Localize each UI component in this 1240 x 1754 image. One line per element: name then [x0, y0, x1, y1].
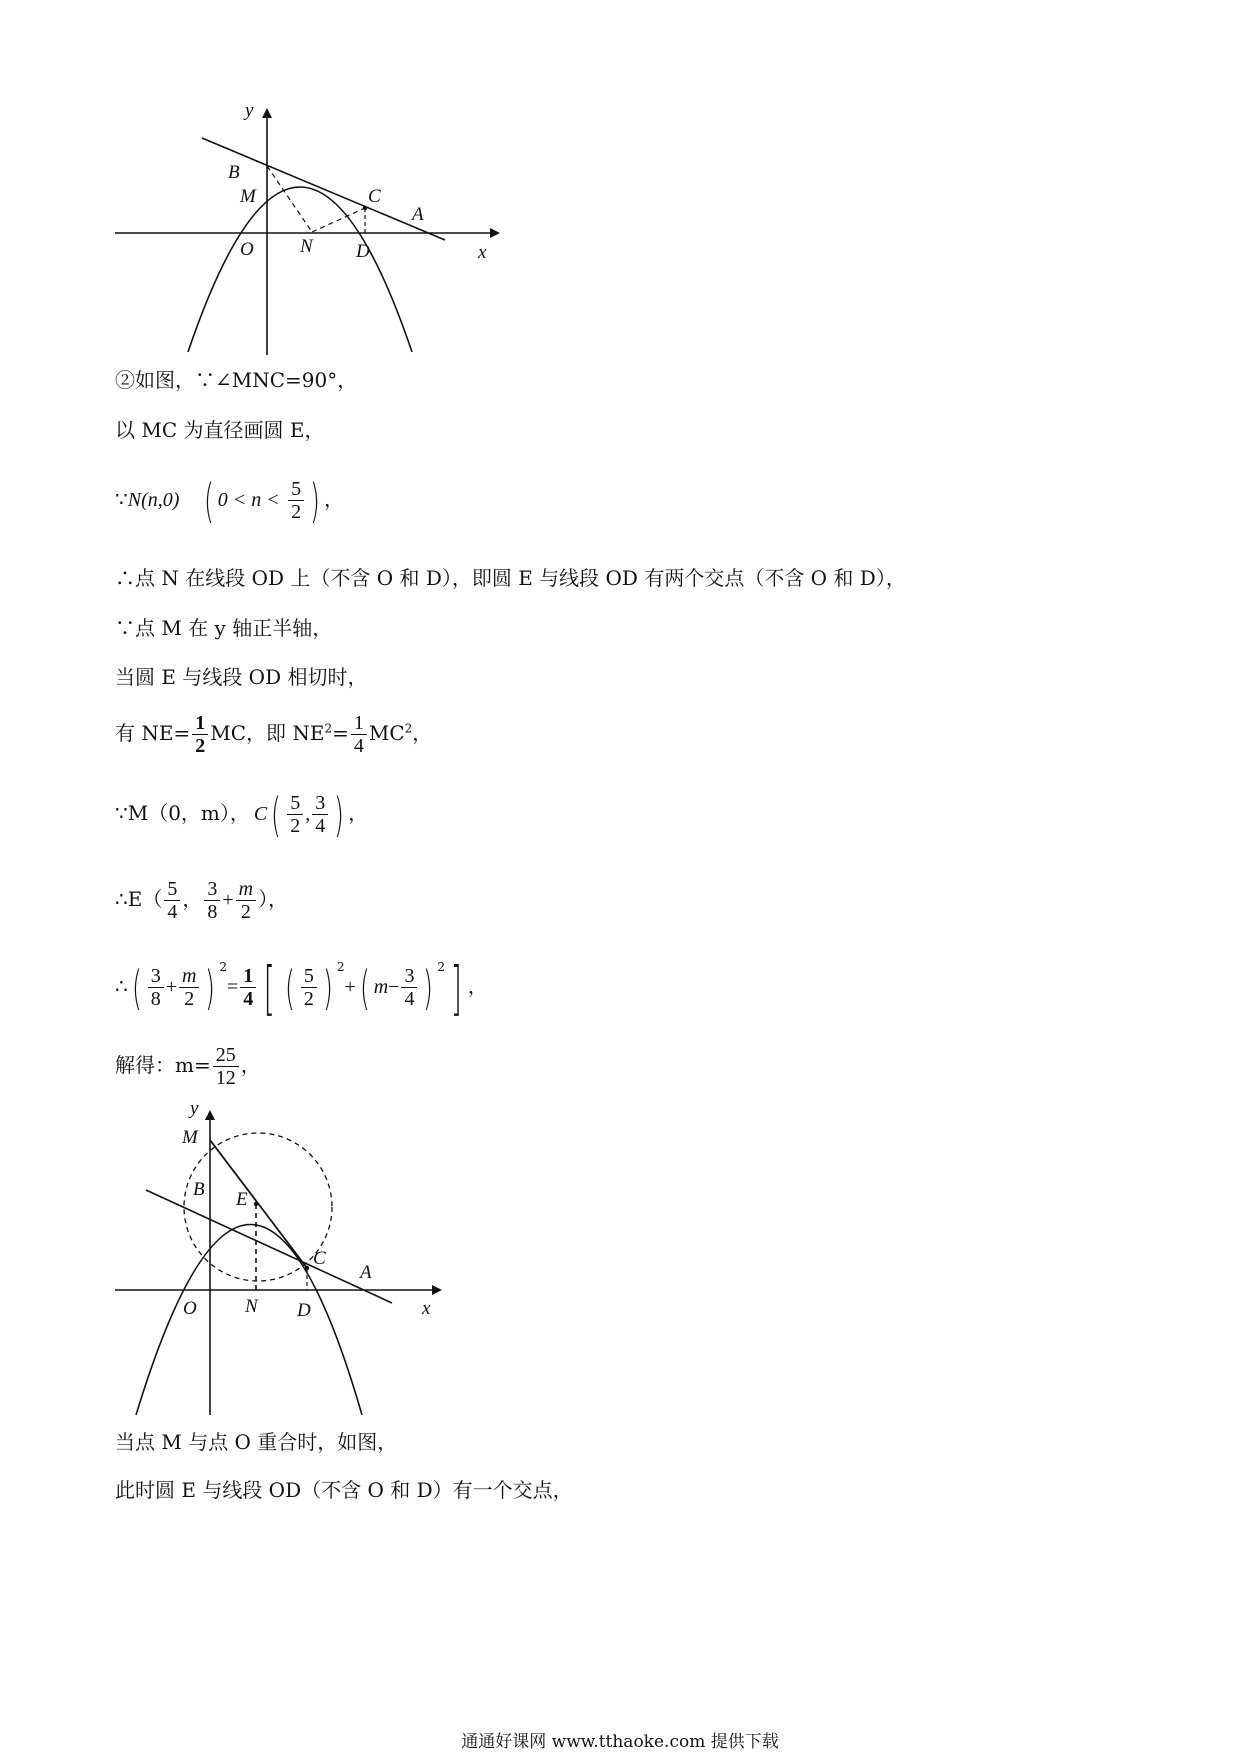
label-x: x [422, 1298, 431, 1319]
point-e [254, 1202, 258, 1206]
line-mc [210, 1140, 307, 1268]
point-c [305, 1266, 309, 1270]
label-e: E [236, 1189, 248, 1210]
line-ba [146, 1190, 392, 1303]
figure-parabola-2 [100, 1100, 450, 1420]
label-y: y [245, 100, 254, 121]
text-line-6: 当圆 E 与线段 OD 相切时， [115, 665, 368, 689]
label-y: y [190, 1100, 199, 1119]
point-c [363, 206, 367, 210]
y-axis-arrow [262, 108, 272, 118]
page-footer: 通通好课网 www.tthaoke.com 提供下载 [461, 1732, 779, 1752]
text-line-10: ∴( $\frac{3}{8}$ + $\frac{m}{2}$ ) $^2$= $\frac{1}{4}$ [ ( $\frac{5}{2}$ ) $^2$+( m− $\frac{3}{4}$ ) $^2$] ， [115, 953, 488, 1022]
label-d: D [356, 241, 370, 262]
circle-e [184, 1133, 332, 1281]
text-line-12: 当点 M 与点 O 重合时，如图， [115, 1430, 398, 1454]
y-axis-arrow [205, 1110, 215, 1120]
parabola [136, 1225, 362, 1416]
dashed-nc [312, 208, 365, 232]
label-b: B [228, 162, 240, 183]
label-o: O [240, 239, 254, 260]
text-line-11: 解得：m= $\frac{25}{12}$ ， [115, 1044, 261, 1089]
text-line-9: ∴E（ $\frac{5}{4}$ ， $\frac{3}{8}$ + $\frac{m}{2}$ ）， [115, 878, 289, 923]
label-x: x [478, 242, 487, 263]
label-c: C [313, 1248, 326, 1269]
line-ba [202, 138, 445, 240]
text-line-1: ②如图，∵∠MNC=90°， [115, 368, 358, 392]
figure-1-svg [100, 100, 500, 360]
text-line-2: 以 MC 为直径画圆 E， [115, 418, 325, 442]
x-axis-arrow [490, 228, 500, 238]
text-line-3: ∵N(n,0) ( 0 < n < $\frac{5}{2}$ ) ， [115, 473, 345, 528]
label-n: N [245, 1296, 258, 1317]
label-b: B [193, 1179, 205, 1200]
label-d: D [297, 1300, 311, 1321]
label-a: A [412, 204, 424, 225]
text-line-7: 有 NE= $\frac{1}{2}$ MC，即 $NE^2=$ $\frac{1}{4}$ $MC^2$， [115, 712, 433, 757]
label-o: O [183, 1298, 197, 1319]
text-line-5: ∵点 M 在 y 轴正半轴， [115, 616, 333, 640]
figure-2-svg [100, 1100, 450, 1420]
text-line-13: 此时圆 E 与线段 OD（不含 O 和 D）有一个交点， [115, 1478, 573, 1502]
label-a: A [360, 1262, 372, 1283]
fraction-5-2: $\frac{5}{2}$ [288, 478, 304, 523]
label-m: M [182, 1127, 198, 1148]
x-axis-arrow [432, 1285, 442, 1295]
text-line-4: ∴点 N 在线段 OD 上（不含 O 和 D），即圆 E 与线段 OD 有两个交点（不含 O 和 D）， [115, 566, 906, 590]
text-line-8: ∵M（0，m）， C( $\frac{5}{2}$ , $\frac{3}{4}$ ) ， [115, 787, 369, 842]
figure-parabola-1 [100, 100, 500, 360]
label-c: C [368, 186, 381, 207]
label-m: M [240, 186, 256, 207]
dashed-bn [267, 166, 312, 232]
label-n: N [300, 236, 313, 257]
